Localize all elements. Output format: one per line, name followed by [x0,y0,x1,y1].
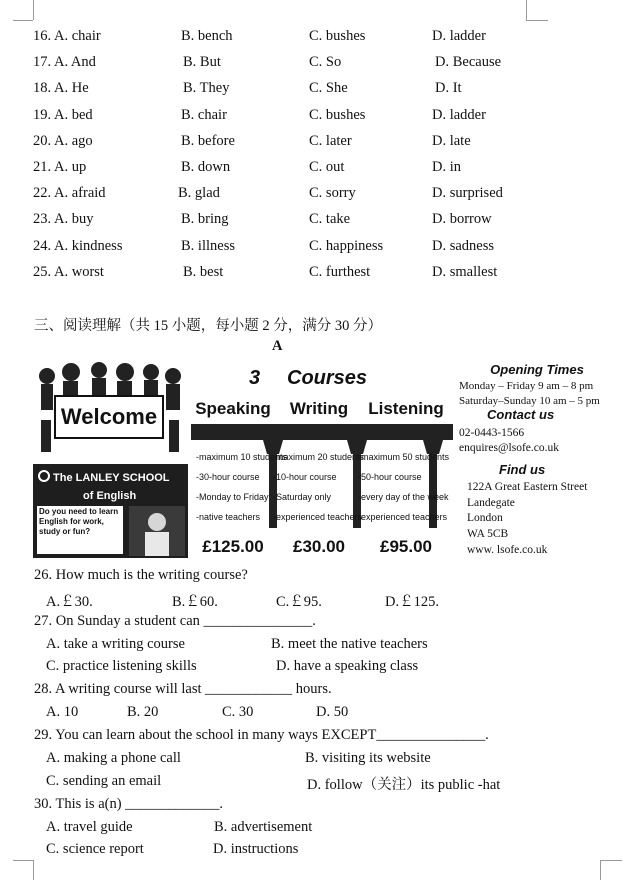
contact-email: enquires@lsofe.co.uk [459,442,560,454]
crop-mark-bottom-right-v [600,860,601,880]
option-d: D. in [432,159,461,175]
q28-option-a: A. 10 [46,704,79,720]
option-a: A. He [54,80,89,97]
contact-title: Contact us [487,407,555,422]
option-c: C. bushes [309,106,366,123]
q28-option-b: B. 20 [127,704,159,720]
option-c: C. later [309,132,352,149]
course-detail: -maximum 20 students [273,452,365,462]
q28-option-c: C. 30 [222,704,254,720]
q28-stem: 28. A writing course will last ____________ hours. [34,681,332,697]
option-b: B. down [181,159,231,175]
q27-option-a: A. take a writing course [46,636,185,652]
option-b: B. illness [181,237,235,254]
option-c: C. So [309,54,342,71]
q30-option-b: B. advertisement [214,819,313,835]
address-website: www. lsofe.co.uk [467,544,548,556]
option-a: A. And [54,54,96,71]
course-detail: -experienced teachers [358,512,448,522]
q26-option-d: D.￡125. [385,594,439,610]
q30-option-d: D. instructions [213,841,299,857]
q29-option-a: A. making a phone call [46,750,181,766]
q26-stem: 26. How much is the writing course? [34,567,248,583]
contact-phone: 02-0443-1566 [459,427,525,439]
question-number: 22. [33,185,52,202]
option-c: C. bushes [309,28,366,44]
crop-mark-top-left-h [13,20,33,21]
q27-option-b: B. meet the native teachers [271,636,428,652]
option-d: D. late [432,132,471,149]
crop-mark-top-right-h [526,20,548,21]
ad-graphic [33,360,621,558]
passage-label: A [272,338,283,354]
option-a: A. up [54,159,87,175]
option-b: B. chair [181,106,227,123]
question-number: 19. [33,106,52,123]
q27-stem: 27. On Sunday a student can _______________. [34,613,316,629]
headline-word: Courses [287,367,368,389]
q29-option-c: C. sending an email [46,773,162,789]
welcome-text: Welcome [60,404,158,429]
option-b: B. bring [181,211,229,228]
crop-mark-top-right-v [526,0,527,20]
course-name: Speaking [195,399,271,418]
question-number: 25. [33,263,52,280]
option-b: B. glad [178,185,220,202]
option-a: A. afraid [54,185,106,202]
option-b: B. best [183,263,224,280]
course-name: Writing [289,399,349,418]
school-name-2: of English [83,490,137,502]
q29-option-d: D. follow（关注）its public -hat [307,777,501,793]
q29-option-b: B. visiting its website [305,750,431,766]
q26-option-a: A.￡30. [46,594,93,610]
question-number: 16. [33,28,52,44]
opening-title: Opening Times [490,362,584,377]
option-d: D. ladder [432,106,486,123]
school-advertisement [33,360,621,558]
course-price: £30.00 [293,537,345,556]
section-title: 三、阅读理解（共 15 小题，每小题 2 分，满分 30 分） [34,318,382,334]
course-detail: -native teachers [196,512,261,522]
question-number: 21. [33,159,52,175]
course-price: £125.00 [202,537,264,556]
option-c: C. She [309,80,348,97]
address-line-4: WA 5CB [467,528,509,540]
q29-stem: 29. You can learn about the school in many ways EXCEPT_______________. [34,727,489,743]
school-name-1: The LANLEY SCHOOL [53,472,170,484]
student-photo [129,506,185,556]
q27-option-d: D. have a speaking class [276,658,419,674]
find-title: Find us [499,462,546,477]
question-number: 18. [33,80,52,97]
option-a: A. chair [54,28,101,44]
option-d: D. sadness [432,237,495,254]
course-detail: -Monday to Friday [196,492,269,502]
crop-mark-bottom-right-h [600,860,622,861]
question-number: 20. [33,132,52,149]
course-detail: -10-hour course [273,472,337,482]
crop-mark-top-left-v [33,0,34,20]
option-d: D. borrow [432,211,492,228]
option-d: D. Because [435,54,502,71]
option-a: A. ago [54,132,93,149]
school-tagline: Do you need to learn English for work, study or fun? [39,507,119,536]
course-detail: -every day of the week [358,492,449,502]
option-d: D. ladder [432,28,486,44]
option-c: C. take [309,211,351,228]
course-detail: -experienced teachers [273,512,363,522]
crop-mark-bottom-left-h [13,860,33,861]
option-a: A. buy [54,211,94,228]
q26-option-b: B.￡60. [172,594,218,610]
opening-line-2: Saturday–Sunday 10 am – 5 pm [459,395,600,407]
q30-option-c: C. science report [46,841,144,857]
question-number: 17. [33,54,52,71]
option-d: D. surprised [432,185,503,202]
q30-stem: 30. This is a(n) _____________. [34,796,224,812]
opening-line-1: Monday – Friday 9 am – 8 pm [459,380,594,392]
question-number: 23. [33,211,52,228]
q27-option-c: C. practice listening skills [46,658,197,674]
course-detail: -maximum 50 students [358,452,450,462]
q26-option-c: C.￡95. [276,594,322,610]
option-a: A. bed [54,106,93,123]
option-c: C. happiness [309,237,384,254]
option-b: B. But [183,54,221,71]
address-line-3: London [467,512,503,524]
course-detail: -Saturday only [273,492,332,502]
course-name: Listening [368,399,444,418]
option-d: D. smallest [432,263,498,280]
option-b: B. before [181,132,235,149]
option-b: B. They [183,80,230,97]
option-c: C. out [309,159,345,175]
course-detail: -30-hour course [196,472,260,482]
option-a: A. worst [54,263,104,280]
q30-option-a: A. travel guide [46,819,133,835]
course-price: £95.00 [380,537,432,556]
crop-mark-bottom-left-v [33,860,34,880]
address-line-2: Landegate [467,497,515,509]
course-detail: -50-hour course [358,472,422,482]
option-c: C. furthest [309,263,371,280]
option-c: C. sorry [309,185,356,202]
question-number: 24. [33,237,52,254]
address-line-1: 122A Great Eastern Street [467,481,588,493]
option-a: A. kindness [54,237,123,254]
headline-number: 3 [249,367,261,389]
option-b: B. bench [181,28,233,44]
q28-option-d: D. 50 [316,704,349,720]
option-d: D. It [435,80,462,97]
course-detail: -maximum 10 students [196,452,288,462]
